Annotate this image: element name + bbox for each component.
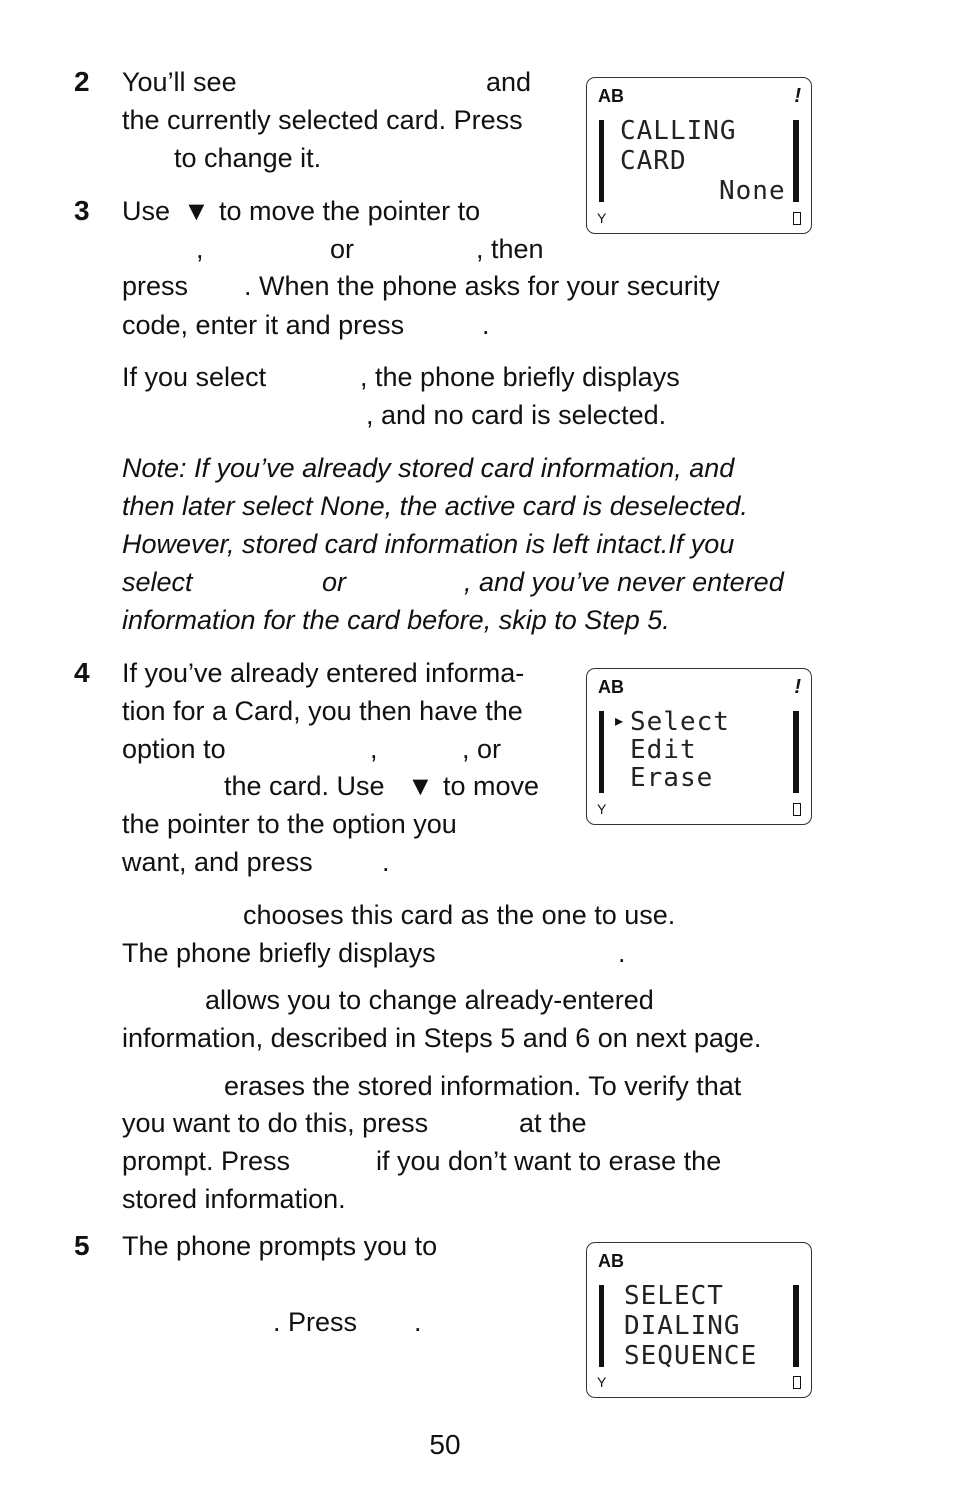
select-desc-line2a: The phone briefly displays (122, 938, 436, 968)
phone-display-card-options (586, 668, 812, 825)
step-number-4: 4 (74, 657, 90, 688)
antenna-icon: Y (597, 801, 607, 817)
step4-line2: tion for a Card, you then have the (122, 696, 523, 726)
step3-para2-line1a: If you select (122, 362, 267, 392)
step4-line3a: option to (122, 734, 226, 764)
display-ab-label: AB (598, 677, 624, 697)
display-ab-label: AB (598, 1251, 624, 1271)
display-row-3: None (719, 176, 786, 206)
step3-line3b: . When the phone asks for your security (244, 271, 720, 301)
page-number: 50 (429, 1429, 461, 1460)
step3-line2b: or (330, 234, 355, 264)
display-row-3: Erase (630, 763, 714, 793)
signal-strength-bar (599, 120, 609, 202)
alert-icon: ! (794, 676, 801, 698)
step3-line2a: , (196, 234, 204, 264)
step4-line5: the pointer to the option you (122, 809, 457, 839)
step-number-5: 5 (74, 1230, 90, 1261)
note-line4b: or (322, 567, 347, 597)
battery-icon (793, 1376, 801, 1389)
display-row-1: CALLING (620, 116, 737, 146)
note-line2: then later select None, the active card is deselected. (122, 491, 748, 521)
step3-line4b: . (482, 310, 490, 340)
step4-line4b: to move (443, 771, 540, 801)
display-row-1: SELECT (624, 1281, 724, 1311)
step-number-3: 3 (74, 195, 90, 226)
step3-para2-line1b: , the phone briefly displays (360, 362, 680, 392)
erase-desc-line2b: at the (519, 1108, 587, 1138)
select-desc-line2b: . (618, 938, 626, 968)
step4-line6b: . (382, 847, 390, 877)
battery-level-bar (787, 120, 799, 202)
step3-line2c: , then (476, 234, 544, 264)
step2-line1b: and (486, 67, 532, 97)
step3-line1b: to move the pointer to (219, 196, 481, 226)
note-line5: information for the card before, skip to Step 5. (122, 605, 670, 635)
display-ab-label: AB (598, 86, 624, 106)
battery-level-bar (787, 711, 799, 793)
display-row-2: DIALING (624, 1311, 741, 1341)
battery-level-bar (787, 1285, 799, 1367)
step4-line1: If you’ve already entered informa- (122, 658, 525, 688)
step2-line2: the currently selected card. Press (122, 105, 523, 135)
edit-desc-line2: information, described in Steps 5 and 6 on next page. (122, 1023, 762, 1053)
display-row-1: Select (630, 707, 730, 737)
step2-line3: to change it. (174, 143, 322, 173)
step3-para2-line2: , and no card is selected. (366, 400, 667, 430)
step5-line2a: . Press (273, 1307, 358, 1337)
erase-desc-line3b: if you don’t want to erase the (376, 1146, 722, 1176)
step5-line2b: . (414, 1307, 422, 1337)
erase-desc-line2a: you want to do this, press (122, 1108, 429, 1138)
step-number-2: 2 (74, 66, 90, 97)
pointer-icon: ▸ (615, 713, 624, 730)
display-row-3: SEQUENCE (624, 1341, 758, 1371)
down-arrow-icon: ▼ (183, 196, 210, 226)
note-line1: Note: If you’ve already stored card information, and (122, 453, 735, 483)
battery-icon (793, 803, 801, 816)
phone-display-calling-card (586, 77, 812, 234)
step3-line4a: code, enter it and press (122, 310, 405, 340)
display-row-2: CARD (620, 146, 687, 176)
display-row-2: Edit (630, 735, 697, 765)
signal-strength-bar (599, 711, 609, 793)
phone-display-dialing-sequence (586, 1242, 812, 1398)
step4-line6a: want, and press (122, 847, 313, 877)
antenna-icon: Y (597, 1374, 607, 1390)
erase-desc-line1: erases the stored information. To verify that (224, 1071, 742, 1101)
battery-icon (793, 212, 801, 225)
down-arrow-icon: ▼ (407, 771, 434, 801)
step4-line4a: the card. Use (224, 771, 385, 801)
step4-line3c: , or (462, 734, 502, 764)
note-line3: However, stored card information is left intact.If you (122, 529, 735, 559)
note-line4c: , and you’ve never entered (464, 567, 784, 597)
edit-desc-line1: allows you to change already-entered (205, 985, 654, 1015)
antenna-icon: Y (597, 210, 607, 226)
note-line4a: select (122, 567, 193, 597)
step3-line1a: Use (122, 196, 171, 226)
step3-line3a: press (122, 271, 189, 301)
erase-desc-line3a: prompt. Press (122, 1146, 291, 1176)
select-desc-line1: chooses this card as the one to use. (243, 900, 676, 930)
step4-line3b: , (370, 734, 378, 764)
erase-desc-line4: stored information. (122, 1184, 346, 1214)
step2-line1a: You’ll see (122, 67, 237, 97)
step5-line1: The phone prompts you to (122, 1231, 438, 1261)
alert-icon: ! (794, 85, 801, 107)
signal-strength-bar (599, 1285, 609, 1367)
